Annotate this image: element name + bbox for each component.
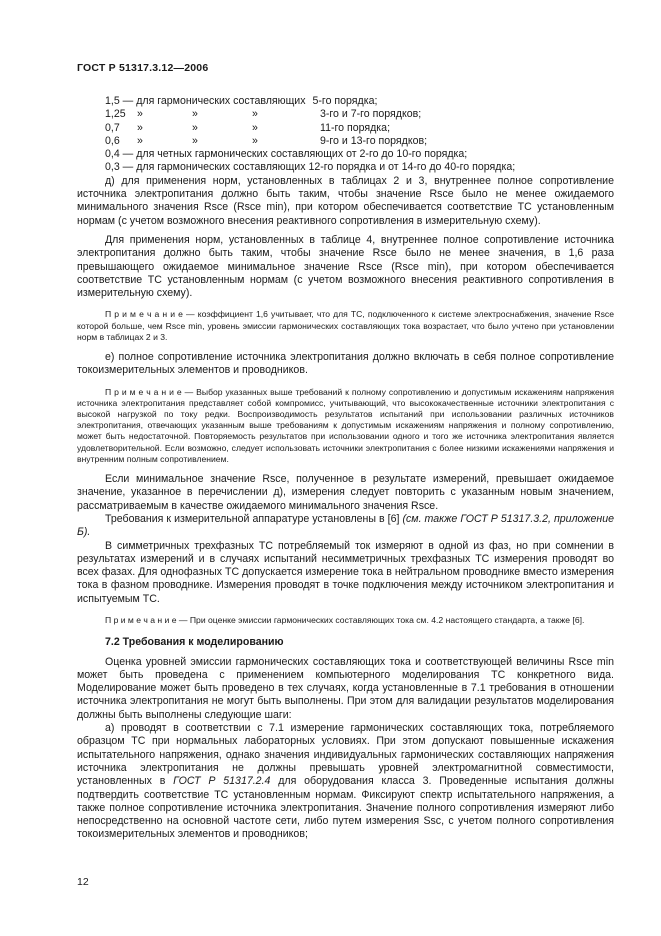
list-row-coef: 0,7 [105, 121, 120, 134]
list-row [77, 95, 614, 108]
step-a-reference: ГОСТ Р 51317.2.4 [173, 775, 271, 788]
equipment-reference: (см. также ГОСТ Р 51317.3.2, приложение Б). [77, 512, 614, 539]
note-emission: П р и м е ч а н и е — При оценке эмиссии гармонических составляющих тока см. 4.2 настоящего стандарта, а также [6]. [105, 615, 585, 626]
note-requirements: П р и м е ч а н и е — Выбор указанных выше требований к полному сопротивлению и допустимым искажениям напряжения источника электропитания представляет собой компромисс, учитывающий, что высококачественные источники электропитания с высокой нагрузкой по току редки. Воспроизводимость результатов испытаний при использовании различных источников электропитания, отвечающих указанным выше требованиям к допустимым искажениям напряжения и полному сопротивлению, может быть недостаточной. Повторяемость результатов при использовании одного и того же источника электропитания является удовлетворительной. Если возможно, следует использовать источники электропитания с более низкими искажениями напряжения и внутренним полным сопротивлением. [77, 386, 614, 464]
note-coefficient: П р и м е ч а н и е — коэффициент 1,6 учитывает, что для ТС, подключенного к системе электроснабжения, значение Rsce которой больше, чем Rsce min, уровень эмиссии гармонических составляющих тока возрастает, что было учтено при установлении норм в таблицах 2 и 3. [77, 309, 614, 342]
ditto-mark: » [252, 108, 258, 121]
ditto-mark: » [137, 134, 143, 147]
step-a-text-2: для оборудования класса 3. Проведенные испытания должны подтвердить соответствие ТС установленным нормам. Фиксируют спектр испытательного напряжения, а также полное сопротивление источника электропитания. Значение полного сопротивления измеряют либо непосредственно на основной частоте сети, либо путем измерения Ssc, с учетом полного сопротивления токоизмерительных элементов и проводников; [77, 775, 614, 841]
section-heading: 7.2 Требования к моделированию [105, 636, 284, 649]
ditto-mark: » [192, 121, 198, 134]
paragraph-three-phase: В симметричных трехфазных ТС потребляемый ток измеряют в одной из фаз, но при сомнении в результатах измерений и в случаях испытаний несимметричных трехфазных ТС измерения проводят во всех фазах. Для однофазных ТС допускается измерение тока в нейтральном проводнике вместо измерения тока в фазном проводнике. Измерения проводят в точке подключения между источником электропитания и испытуемым ТС. [77, 539, 614, 605]
list-row [77, 135, 614, 148]
ditto-mark: » [192, 134, 198, 147]
list-row [77, 108, 614, 121]
page-content [77, 95, 614, 842]
ditto-mark: » [252, 134, 258, 147]
ditto-mark: » [252, 121, 258, 134]
list-line-even: 0,4 — для четных гармонических составляющих от 2-го до 10-го порядка; [105, 148, 468, 161]
document-header: ГОСТ Р 51317.3.12—2006 [77, 62, 209, 74]
paragraph-table4: Для применения норм, установленных в таблице 4, внутреннее полное сопротивление источника электропитания должно быть таким, чтобы значение Rsce было не менее значения, в 1,6 раза превышающего ожидаемое минимальное значение Rsce (Rsce min), при котором обеспечивается соответствие ТС установленным нормам (с учетом возможного внесения реактивного сопротивления в измерительную схему). [77, 233, 614, 300]
list-row-order: 3-го и 7-го порядков; [320, 108, 422, 121]
list-row-order: 11-го порядка; [320, 121, 391, 134]
list-row-coef: 0,6 [105, 134, 120, 147]
step-a-text-1: а) проводят в соответствии с 7.1 измерение гармонических составляющих тока, потребляемого образцом ТС при нормальных лабораторных условиях. При этом допускают повышенные искажения испытательного напряжения, однако значения индивидуальных гармонических составляющих напряжения источника электропитания не должны превышать уровней электромагнитной совместимости, установленных в [77, 722, 614, 788]
list-line-high: 0,3 — для гармонических составляющих 12-го порядка и от 14-го до 40-го порядка; [105, 161, 516, 174]
list-row-text: 1,5 — для гармонических составляющих [105, 95, 306, 107]
list-row [77, 122, 614, 135]
paragraph-d: д) для применения норм, установленных в таблицах 2 и 3, внутреннее полное сопротивление источника электропитания должно быть таким, чтобы значение Rsce было не менее ожидаемого минимального значения Rsce (Rsce min), при котором обеспечивается соответствие ТС установленным нормам (с учетом возможного внесения реактивного сопротивления в измерительную схему). [77, 174, 614, 227]
list-row-order: 9-го и 13-го порядков; [320, 134, 428, 147]
ditto-mark: » [137, 108, 143, 121]
equipment-text: Требования к измерительной аппаратуре установлены в [6] [105, 512, 403, 525]
list-row-order: 5-го порядка; [312, 95, 378, 107]
page-number: 12 [77, 876, 89, 888]
paragraph-min-value: Если минимальное значение Rsce, полученное в результате измерений, превышает ожидаемое значение, указанное в перечислении д), измерения следует повторить с указанным новым значением, рассматриваемым в качестве ожидаемого минимального значения Rsce. [77, 473, 614, 512]
ditto-mark: » [192, 108, 198, 121]
paragraph-modeling: Оценка уровней эмиссии гармонических составляющих тока и соответствующей величины Rsce min может быть проведена с применением компьютерного моделирования ТС конкретного вида. Моделирование может быть проведено в тех случаях, когда установленные в 7.1 требования в отношении источника электропитания не могут быть выполнены. При этом для валидации результатов моделирования должны быть выполнены следующие шаги: [77, 655, 614, 721]
paragraph-step-a [77, 722, 614, 842]
ditto-mark: » [137, 121, 143, 134]
paragraph-e: е) полное сопротивление источника электропитания должно включать в себя полное сопротивление токоизмерительных элементов и проводников. [77, 351, 614, 377]
list-row-coef: 1,25 [105, 108, 126, 121]
paragraph-equipment [77, 513, 614, 540]
